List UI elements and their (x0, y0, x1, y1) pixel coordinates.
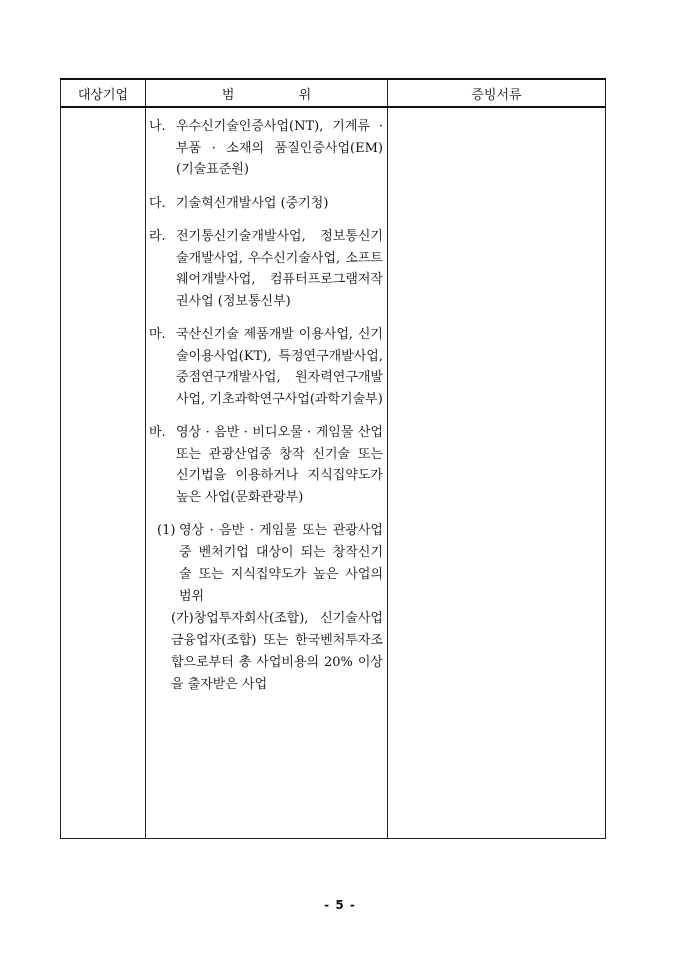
supporting-docs-cell (388, 107, 606, 839)
scope-sub-item-1 (157, 520, 383, 608)
page-number: - 5 - (324, 898, 356, 912)
scope-cell (146, 107, 388, 839)
scope-sub-sub-item-ga: (가)창업투자회사(조합), 신기술사업금융업자(조합) 또는 한국벤처투자조합으로부터 총 사업비용의 20% 이상을 출자받은 사업 (171, 611, 383, 692)
scope-table (60, 78, 606, 839)
item-marker: 라. (149, 229, 166, 244)
scope-item-da (149, 193, 383, 215)
item-text: 영상 · 음반 · 비디오물 · 게임물 산업 또는 관광산업중 창작 신기술 또는 신기법을 이용하거나 지식집약도가 높은 사업(문화관광부) (176, 425, 383, 505)
scope-item-ra (149, 226, 383, 312)
header-row (61, 79, 606, 107)
item-text: 기술혁신개발사업 (중기청) (176, 195, 329, 211)
item-text: 전기통신기술개발사업, 정보통신기술개발사업, 우수신기술사업, 소프트웨어개발사업, 컴퓨터프로그램저작권사업 (정보통신부) (176, 229, 383, 309)
item-marker: 다. (149, 195, 166, 211)
scope-item-ma (149, 324, 383, 410)
item-text: 우수신기술인증사업(NT), 기계류 · 부품 · 소재의 품질인증사업(EM) (기술표준원) (176, 119, 383, 177)
item-marker: 바. (149, 425, 166, 440)
sub-item-text: 영상 · 음반 · 게임물 또는 관광사업중 벤처기업 대상이 되는 창작신기술 또는 지식집약도가 높은 사업의 범위 (179, 523, 383, 604)
item-marker: 마. (149, 327, 166, 342)
scope-item-na (149, 116, 383, 181)
header-supporting-docs: 증빙서류 (388, 79, 606, 107)
target-company-cell (61, 107, 146, 839)
header-scope: 범 위 (146, 79, 388, 107)
header-target-company: 대상기업 (61, 79, 146, 107)
scope-item-ba (149, 422, 383, 508)
item-text: 국산신기술 제품개발 이용사업, 신기술이용사업(KT), 특정연구개발사업, 중점연구개발사업, 원자력연구개발사업, 기초과학연구사업(과학기술부) (176, 327, 383, 407)
item-marker: 나. (149, 119, 166, 134)
table-row (61, 107, 606, 839)
sub-item-marker: (1) (157, 523, 176, 538)
